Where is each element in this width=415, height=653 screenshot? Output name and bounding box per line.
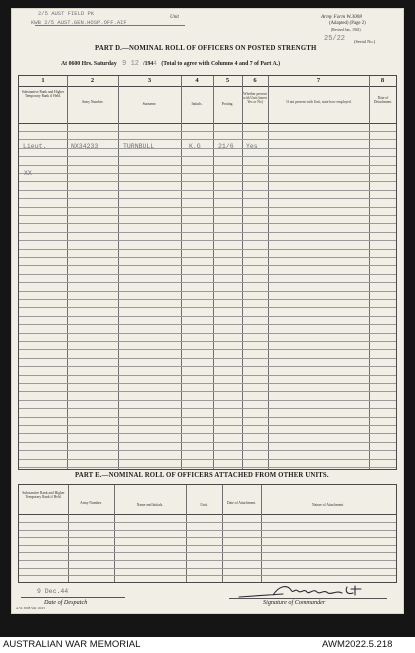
ruled-line <box>19 240 396 241</box>
ruled-line <box>19 433 396 434</box>
archive-caption-left: AUSTRALIAN WAR MEMORIAL <box>3 639 141 650</box>
entry-posting: 21/6 <box>218 143 234 150</box>
entry-initials: K.G <box>189 143 201 150</box>
ruled-line <box>19 575 396 576</box>
ruled-line <box>19 375 396 376</box>
part-d-table <box>18 75 397 470</box>
form-number: Army Form W.3008 <box>321 14 362 20</box>
ruled-line <box>19 349 396 350</box>
ruled-line <box>19 537 396 538</box>
unit-underline <box>35 25 185 26</box>
unit-typed-line-1: 2/5 AUST FIELD PK <box>38 10 95 17</box>
ruled-line <box>19 274 396 275</box>
unit-label: Unit <box>170 15 179 20</box>
part-e-header-nature: Nature of Attachment. <box>311 503 345 507</box>
despatch-date-handwritten: 9 Dec.44 <box>37 588 69 595</box>
col-header-present: Whether present with Unit (insert Yes or No) <box>243 92 267 105</box>
entry-xx-mark: XX <box>24 170 32 177</box>
col-header-army-number: Army Number. <box>81 100 104 104</box>
ruled-line <box>19 181 396 182</box>
ruled-line <box>19 223 396 224</box>
unit-typed-line-2: KWB 2/5 AUST.GEN.HOSP.OFF.AIF <box>31 19 127 26</box>
archive-caption-right: AWM2022.5.218 <box>322 639 393 650</box>
ruled-line <box>19 165 396 166</box>
at-hours-suffix: (Total to agree with Columns 4 and 7 of Part A.) <box>161 61 281 67</box>
ruled-line <box>19 400 396 401</box>
col-number-5: 5 <box>225 77 230 84</box>
printer-mark: A.W. 3008 Sml 10/43 <box>16 606 45 610</box>
at-hours-prefix: At 0600 Hrs. Saturday <box>61 61 117 67</box>
entry-surname: TURNBULL <box>123 143 155 150</box>
archive-caption-bar <box>0 637 415 653</box>
ruled-line <box>19 131 396 132</box>
col-header-surname: Surname. <box>142 102 157 106</box>
col-header-employed: If not present with Unit, state how employed. <box>286 100 352 104</box>
ruled-line <box>19 282 396 283</box>
ruled-line <box>19 425 396 426</box>
part-e-header-army-number: Army Number. <box>80 501 102 505</box>
col-number-7: 7 <box>316 77 321 84</box>
year-prefix: /194 <box>142 61 154 67</box>
col-header-posting: Posting. <box>221 102 234 106</box>
part-d-title: PART D.—NOMINAL ROLL OF OFFICERS ON POSTED STRENGTH <box>95 45 317 52</box>
col-number-2: 2 <box>90 77 95 84</box>
col-header-detachment: Date of Detachment. <box>373 96 393 105</box>
col-header-rank: Substantive Rank and Higher Temporary Rank if Held. <box>21 90 65 99</box>
form-adapted: (Adapted) (Page 2) <box>329 21 366 26</box>
ruled-line <box>19 307 396 308</box>
ruled-line <box>19 333 396 334</box>
col-number-8: 8 <box>380 77 385 84</box>
ruled-line <box>19 417 396 418</box>
form-revised: (Revised Jan., 1943) <box>331 28 361 32</box>
ruled-line <box>19 522 396 523</box>
ruled-line <box>19 215 396 216</box>
despatch-label: Date of Despatch <box>44 599 88 606</box>
col-number-6: 6 <box>253 77 257 84</box>
ruled-line <box>19 560 396 561</box>
col-number-1: 1 <box>41 77 45 84</box>
entry-rank: Lieut. <box>23 143 47 150</box>
ruled-line <box>19 530 396 531</box>
at-hours-line <box>61 60 280 68</box>
ruled-line <box>19 358 396 359</box>
ruled-line <box>19 257 396 258</box>
ruled-line <box>19 450 396 451</box>
ruled-line <box>19 341 396 342</box>
part-e-header-rank: Substantive Rank and Higher Temporary Rank if Held. <box>22 491 65 500</box>
ruled-line <box>19 139 396 140</box>
ruled-line <box>19 324 396 325</box>
ruled-line <box>19 198 396 199</box>
serial-label: (Serial No.) <box>354 39 376 44</box>
ruled-line <box>19 232 396 233</box>
despatch-underline <box>21 597 125 598</box>
form-page <box>11 8 404 614</box>
part-e-title: PART E.—NOMINAL ROLL OF OFFICERS ATTACHED FROM OTHER UNITS. <box>75 472 329 479</box>
ruled-line <box>19 173 396 174</box>
ruled-line <box>19 265 396 266</box>
ruled-line <box>19 568 396 569</box>
part-e-header-unit: Unit. <box>200 503 208 507</box>
col-number-4: 4 <box>195 77 199 84</box>
ruled-line <box>19 383 396 384</box>
ruled-line <box>19 156 396 157</box>
ruled-line <box>19 291 396 292</box>
col-number-3: 3 <box>147 77 152 84</box>
year-handwritten: 4 <box>153 60 157 67</box>
ruled-line <box>19 459 396 460</box>
entry-army-number: NX34233 <box>71 143 99 150</box>
ruled-line <box>19 408 396 409</box>
ruled-line <box>19 442 396 443</box>
part-e-header-attachment-date: Date of Attachment. <box>226 501 257 505</box>
ruled-line <box>19 299 396 300</box>
ruled-line <box>19 545 396 546</box>
ruled-line <box>19 552 396 553</box>
ruled-line <box>19 467 396 468</box>
entry-present: Yes <box>246 143 258 150</box>
ruled-line <box>19 366 396 367</box>
ruled-line <box>19 249 396 250</box>
ruled-line <box>19 207 396 208</box>
serial-number: 25/22 <box>324 35 346 43</box>
col-header-initials: Initials. <box>191 102 203 106</box>
signature-label: Signature of Commander <box>263 599 326 606</box>
ruled-line <box>19 391 396 392</box>
part-e-table <box>18 484 397 583</box>
part-e-header-name: Name and Initials. <box>136 503 164 507</box>
ruled-line <box>19 190 396 191</box>
date-handwritten: 9 12 <box>122 60 139 68</box>
ruled-line <box>19 316 396 317</box>
